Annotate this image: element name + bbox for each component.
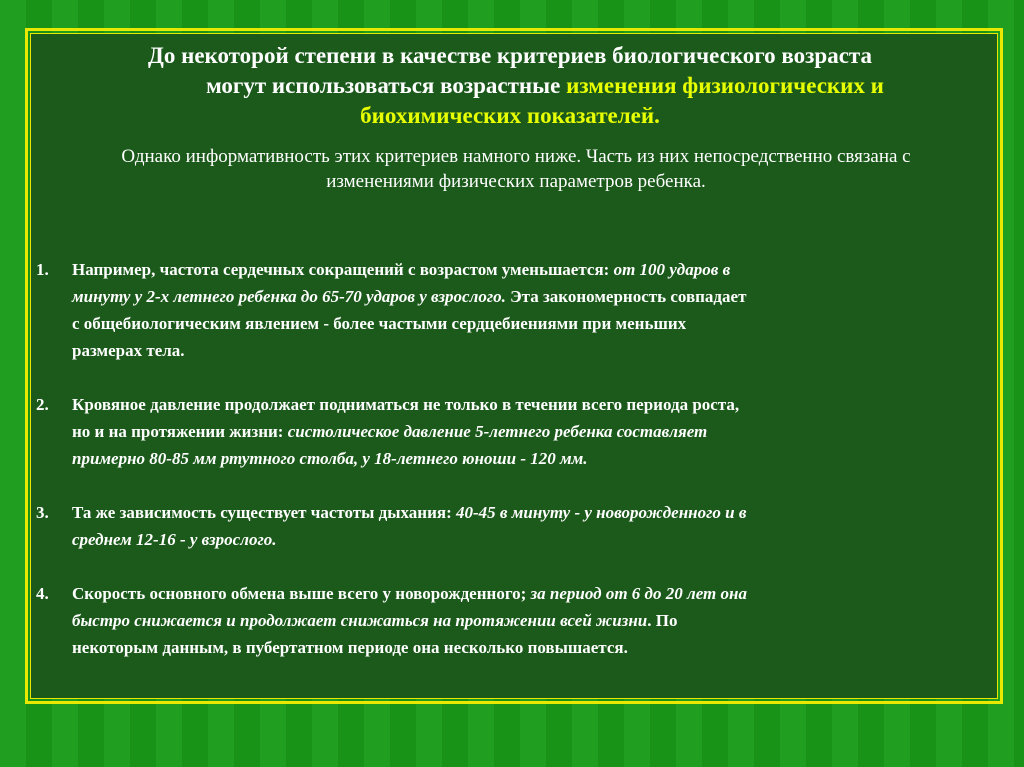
list-item-number: 3.: [36, 503, 49, 522]
body-text: но и на протяжении жизни:: [72, 422, 288, 441]
list-item-line: [72, 283, 992, 310]
body-text: с общебиологическим явлением - более частыми сердцебиениями при меньших: [72, 314, 687, 333]
emphasis-text: от 100 ударов в: [613, 260, 731, 279]
intro-text: [36, 144, 996, 194]
list-item-line: [72, 634, 992, 661]
list-item-line: [72, 418, 992, 445]
emphasis-text: 40-45 в минуту - у новорожденного и в: [456, 503, 747, 522]
body-text: Скорость основного обмена выше всего у новорожденного;: [72, 584, 531, 603]
heading-highlight-2: биохимических показателей.: [360, 103, 660, 128]
list-item-line: [72, 310, 992, 337]
emphasis-text: минуту у 2-х летнего ребенка до 65-70 ударов у взрослого.: [72, 287, 506, 306]
intro-line-2: изменениями физических параметров ребенка.: [326, 171, 706, 192]
list-item-text: [72, 391, 992, 472]
list-item-number: 1.: [36, 260, 49, 279]
emphasis-text: среднем 12-16 - у взрослого.: [72, 530, 277, 549]
list-item-line: [72, 499, 992, 526]
body-text: некоторым данным, в пубертатном периоде она несколько повышается.: [72, 638, 628, 657]
heading-line-1: До некоторой степени в качестве критериев биологического возраста: [148, 43, 872, 68]
list-item-line: [72, 580, 992, 607]
body-text: Та же зависимость существует частоты дыхания:: [72, 503, 457, 522]
slide-heading: [50, 41, 970, 131]
list-item-number: 2.: [36, 395, 49, 414]
body-text: размерах тела.: [72, 341, 185, 360]
emphasis-text: быстро снижается и продолжает снижаться на протяжении всей жизни: [72, 611, 648, 630]
list-item-line: [72, 337, 992, 364]
body-text: . По: [647, 611, 678, 630]
body-text: Эта закономерность совпадает: [505, 287, 747, 306]
list-item-line: [72, 526, 992, 553]
emphasis-text: примерно 80-85 мм ртутного столба, у 18-летнего юноши - 120 мм.: [72, 449, 588, 468]
list-item-line: [72, 607, 992, 634]
intro-line-1: Однако информативность этих критериев намного ниже. Часть из них непосредственно связана с: [121, 146, 911, 167]
emphasis-text: за период от 6 до 20 лет она: [530, 584, 747, 603]
heading-line-2-plain: могут использоваться возрастные: [206, 73, 567, 98]
list-item-text: [72, 256, 992, 364]
heading-highlight-1: изменения физиологических и: [566, 73, 884, 98]
list-item-line: [72, 391, 992, 418]
list-item-line: [72, 445, 992, 472]
body-text: Например, частота сердечных сокращений с возрастом уменьшается:: [72, 260, 614, 279]
list-item-text: [72, 580, 992, 661]
list-item-line: [72, 256, 992, 283]
list-item-number: 4.: [36, 584, 49, 603]
heading-line-2: [50, 71, 970, 101]
emphasis-text: систолическое давление 5-летнего ребенка составляет: [287, 422, 708, 441]
body-text: Кровяное давление продолжает подниматься не только в течении всего периода роста,: [72, 395, 740, 414]
list-item-text: [72, 499, 992, 553]
